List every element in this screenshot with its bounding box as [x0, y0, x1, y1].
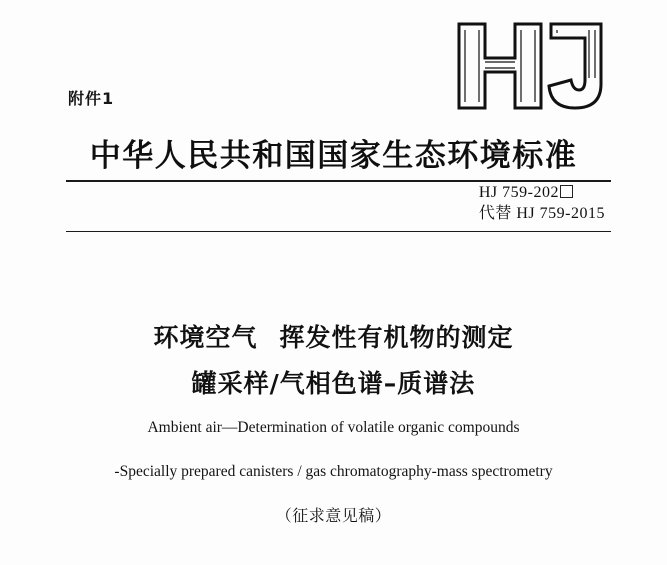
empty-box-icon — [560, 185, 573, 198]
standard-number: HJ 759-202 — [478, 184, 559, 201]
replaces-standard-line: 代替 HJ 759-2015 — [478, 205, 605, 222]
standard-number-line — [479, 182, 605, 203]
document-title-en-line1: Ambient air—Determination of volatile organic compounds — [147, 419, 520, 436]
hj-logo-icon — [455, 18, 605, 114]
divider-bottom — [66, 231, 611, 232]
document-title-cn — [0, 318, 667, 400]
draft-status-label: （征求意见稿） — [275, 506, 392, 525]
title-cn-part1: 环境空气 — [153, 323, 258, 352]
document-title-cn-line1 — [0, 318, 667, 354]
document-title-cn-line2: 罐采样/气相色谱–质谱法 — [191, 369, 476, 398]
standard-authority-title: 中华人民共和国国家生态环境标准 — [89, 138, 578, 174]
standard-number-block — [479, 182, 605, 224]
document-title-en-line2: -Specially prepared canisters / gas chromatography-mass spectrometry — [114, 463, 553, 480]
attachment-label: 附件1 — [68, 89, 115, 108]
title-cn-part2: 挥发性有机物的测定 — [279, 323, 514, 352]
